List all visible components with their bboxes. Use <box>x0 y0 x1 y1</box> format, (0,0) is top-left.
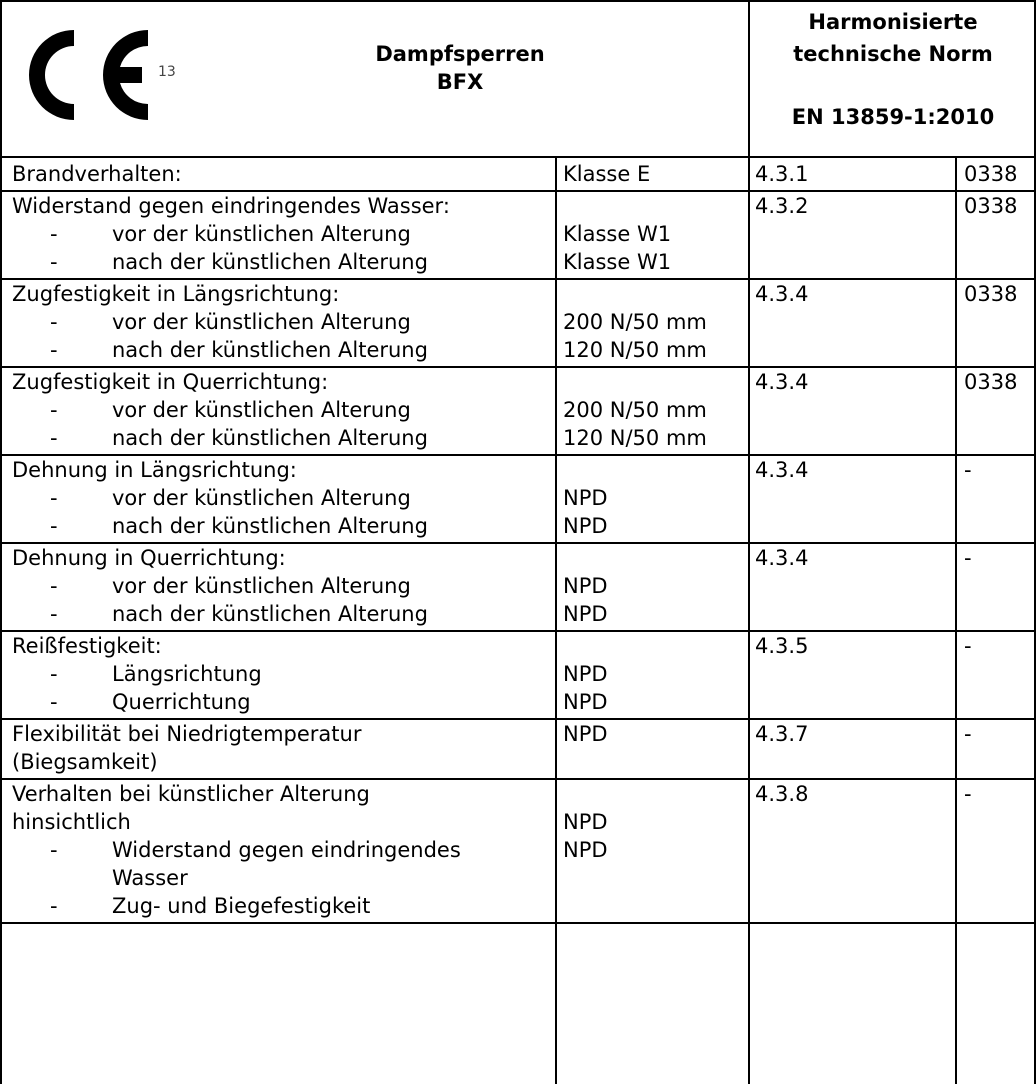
property-sub-item: - nach der künstlichen Alterung <box>12 336 552 364</box>
property-cell <box>12 544 552 628</box>
norm-clause: 4.3.4 <box>755 370 809 394</box>
product-title <box>300 40 620 96</box>
notified-body-number: - <box>964 722 972 746</box>
notified-body-cell <box>964 368 1034 396</box>
property-cell <box>12 280 552 364</box>
row-divider <box>0 542 1036 544</box>
value-cell <box>563 780 748 864</box>
norm-clause: 4.3.7 <box>755 722 809 746</box>
property-sub-item: - vor der künstlichen Alterung <box>12 396 552 424</box>
row-divider <box>0 278 1036 280</box>
property-label: Verhalten bei künstlicher Alterung <box>12 782 370 806</box>
property-value: NPD <box>563 574 608 598</box>
property-label: hinsichtlich <box>12 810 131 834</box>
property-value <box>563 368 748 396</box>
property-cell <box>12 780 552 920</box>
notified-body-cell <box>964 544 1034 572</box>
value-cell <box>563 544 748 628</box>
notified-body-cell <box>964 780 1034 808</box>
property-cell <box>12 456 552 540</box>
product-name: BFX <box>436 70 484 94</box>
clause-cell <box>755 192 955 220</box>
property-label: Dehnung in Längsrichtung: <box>12 458 297 482</box>
clause-cell <box>755 780 955 808</box>
property-cell <box>12 632 552 716</box>
property-label: Zugfestigkeit in Längsrichtung: <box>12 282 340 306</box>
value-cell <box>563 192 748 276</box>
notified-body-number: 0338 <box>964 194 1018 218</box>
property-sub-item: - vor der künstlichen Alterung <box>12 484 552 512</box>
property-sub-item: - vor der künstlichen Alterung <box>12 572 552 600</box>
product-category: Dampfsperren <box>375 42 545 66</box>
property-sub-item: - Zug- und Biegefestigkeit <box>12 892 552 920</box>
property-label: Widerstand gegen eindringendes Wasser: <box>12 194 450 218</box>
norm-heading-line2: technische Norm <box>793 42 993 66</box>
notified-body-number: 0338 <box>964 370 1018 394</box>
property-value <box>563 280 748 308</box>
property-sub-item: - nach der künstlichen Alterung <box>12 424 552 452</box>
norm-clause: 4.3.5 <box>755 634 809 658</box>
property-label: (Biegsamkeit) <box>12 750 158 774</box>
notified-body-cell <box>964 720 1034 748</box>
property-value: 120 N/50 mm <box>563 338 707 362</box>
property-value <box>563 780 748 808</box>
property-row <box>0 778 1036 922</box>
property-value: NPD <box>563 602 608 626</box>
property-value: NPD <box>563 810 608 834</box>
clause-cell <box>755 544 955 572</box>
property-value: 200 N/50 mm <box>563 398 707 422</box>
property-label: Reißfestigkeit: <box>12 634 162 658</box>
property-row <box>0 366 1036 454</box>
property-sub-item-continued: Wasser <box>112 866 188 890</box>
norm-code: EN 13859-1:2010 <box>791 105 995 129</box>
clause-cell <box>755 720 955 748</box>
property-sub-item: - Widerstand gegen eindringendes <box>12 836 552 864</box>
row-divider <box>0 366 1036 368</box>
property-value <box>563 632 748 660</box>
row-divider <box>0 630 1036 632</box>
norm-clause: 4.3.2 <box>755 194 809 218</box>
value-cell <box>563 160 748 188</box>
declaration-header <box>0 0 1036 156</box>
notified-body-number: 0338 <box>964 282 1018 306</box>
notified-body-number: - <box>964 458 972 482</box>
clause-cell <box>755 456 955 484</box>
norm-heading <box>750 6 1036 70</box>
property-row <box>0 630 1036 718</box>
property-value <box>563 456 748 484</box>
norm-clause: 4.3.8 <box>755 782 809 806</box>
property-label: Brandverhalten: <box>12 162 182 186</box>
norm-heading-line1: Harmonisierte <box>808 10 978 34</box>
notified-body-number: - <box>964 634 972 658</box>
property-value: NPD <box>563 662 608 686</box>
table-border-left <box>0 0 2 1084</box>
property-cell <box>12 720 552 776</box>
value-cell <box>563 456 748 540</box>
property-cell <box>12 368 552 452</box>
property-value: Klasse W1 <box>563 222 672 246</box>
column-divider <box>955 156 957 1084</box>
column-divider <box>748 0 750 1084</box>
row-divider <box>0 922 1036 924</box>
row-divider <box>0 454 1036 456</box>
row-divider <box>0 156 1036 158</box>
notified-body-cell <box>964 632 1034 660</box>
table-border-top <box>0 0 1036 2</box>
clause-cell <box>755 280 955 308</box>
property-value: Klasse E <box>563 162 651 186</box>
property-sub-item: - vor der künstlichen Alterung <box>12 308 552 336</box>
notified-body-cell <box>964 192 1034 220</box>
notified-body-superscript: 13 <box>158 64 176 80</box>
property-value <box>563 192 748 220</box>
row-divider <box>0 718 1036 720</box>
property-label: Flexibilität bei Niedrigtemperatur <box>12 722 362 746</box>
clause-cell <box>755 160 955 188</box>
property-row <box>0 158 1036 190</box>
property-label: Zugfestigkeit in Querrichtung: <box>12 370 329 394</box>
norm-clause: 4.3.4 <box>755 282 809 306</box>
property-value: Klasse W1 <box>563 250 672 274</box>
property-row <box>0 542 1036 630</box>
norm-clause: 4.3.4 <box>755 458 809 482</box>
notified-body-number: - <box>964 782 972 806</box>
value-cell <box>563 632 748 716</box>
property-value: NPD <box>563 690 608 714</box>
property-cell <box>12 160 552 188</box>
property-value: 200 N/50 mm <box>563 310 707 334</box>
property-sub-item: - nach der künstlichen Alterung <box>12 512 552 540</box>
notified-body-number: 0338 <box>964 162 1018 186</box>
property-value: NPD <box>563 722 608 746</box>
property-cell <box>12 192 552 276</box>
property-sub-item: - nach der künstlichen Alterung <box>12 600 552 628</box>
value-cell <box>563 368 748 452</box>
property-row <box>0 278 1036 366</box>
property-sub-item: - vor der künstlichen Alterung <box>12 220 552 248</box>
norm-clause: 4.3.4 <box>755 546 809 570</box>
property-value: 120 N/50 mm <box>563 426 707 450</box>
value-cell <box>563 720 748 748</box>
norm-clause: 4.3.1 <box>755 162 809 186</box>
property-label: Dehnung in Querrichtung: <box>12 546 286 570</box>
clause-cell <box>755 368 955 396</box>
notified-body-number: - <box>964 546 972 570</box>
property-value: NPD <box>563 486 608 510</box>
property-sub-item: - Längsrichtung <box>12 660 552 688</box>
notified-body-cell <box>964 456 1034 484</box>
row-divider <box>0 778 1036 780</box>
column-divider <box>555 156 557 1084</box>
row-divider <box>0 190 1036 192</box>
ce-mark-icon <box>24 26 152 124</box>
property-row <box>0 718 1036 778</box>
property-row <box>0 190 1036 278</box>
value-cell <box>563 280 748 364</box>
property-value: NPD <box>563 514 608 538</box>
property-row <box>0 454 1036 542</box>
property-sub-item: - Querrichtung <box>12 688 552 716</box>
property-value <box>563 544 748 572</box>
property-value: NPD <box>563 838 608 862</box>
notified-body-cell <box>964 280 1034 308</box>
property-sub-item: - nach der künstlichen Alterung <box>12 248 552 276</box>
notified-body-cell <box>964 160 1034 188</box>
clause-cell <box>755 632 955 660</box>
